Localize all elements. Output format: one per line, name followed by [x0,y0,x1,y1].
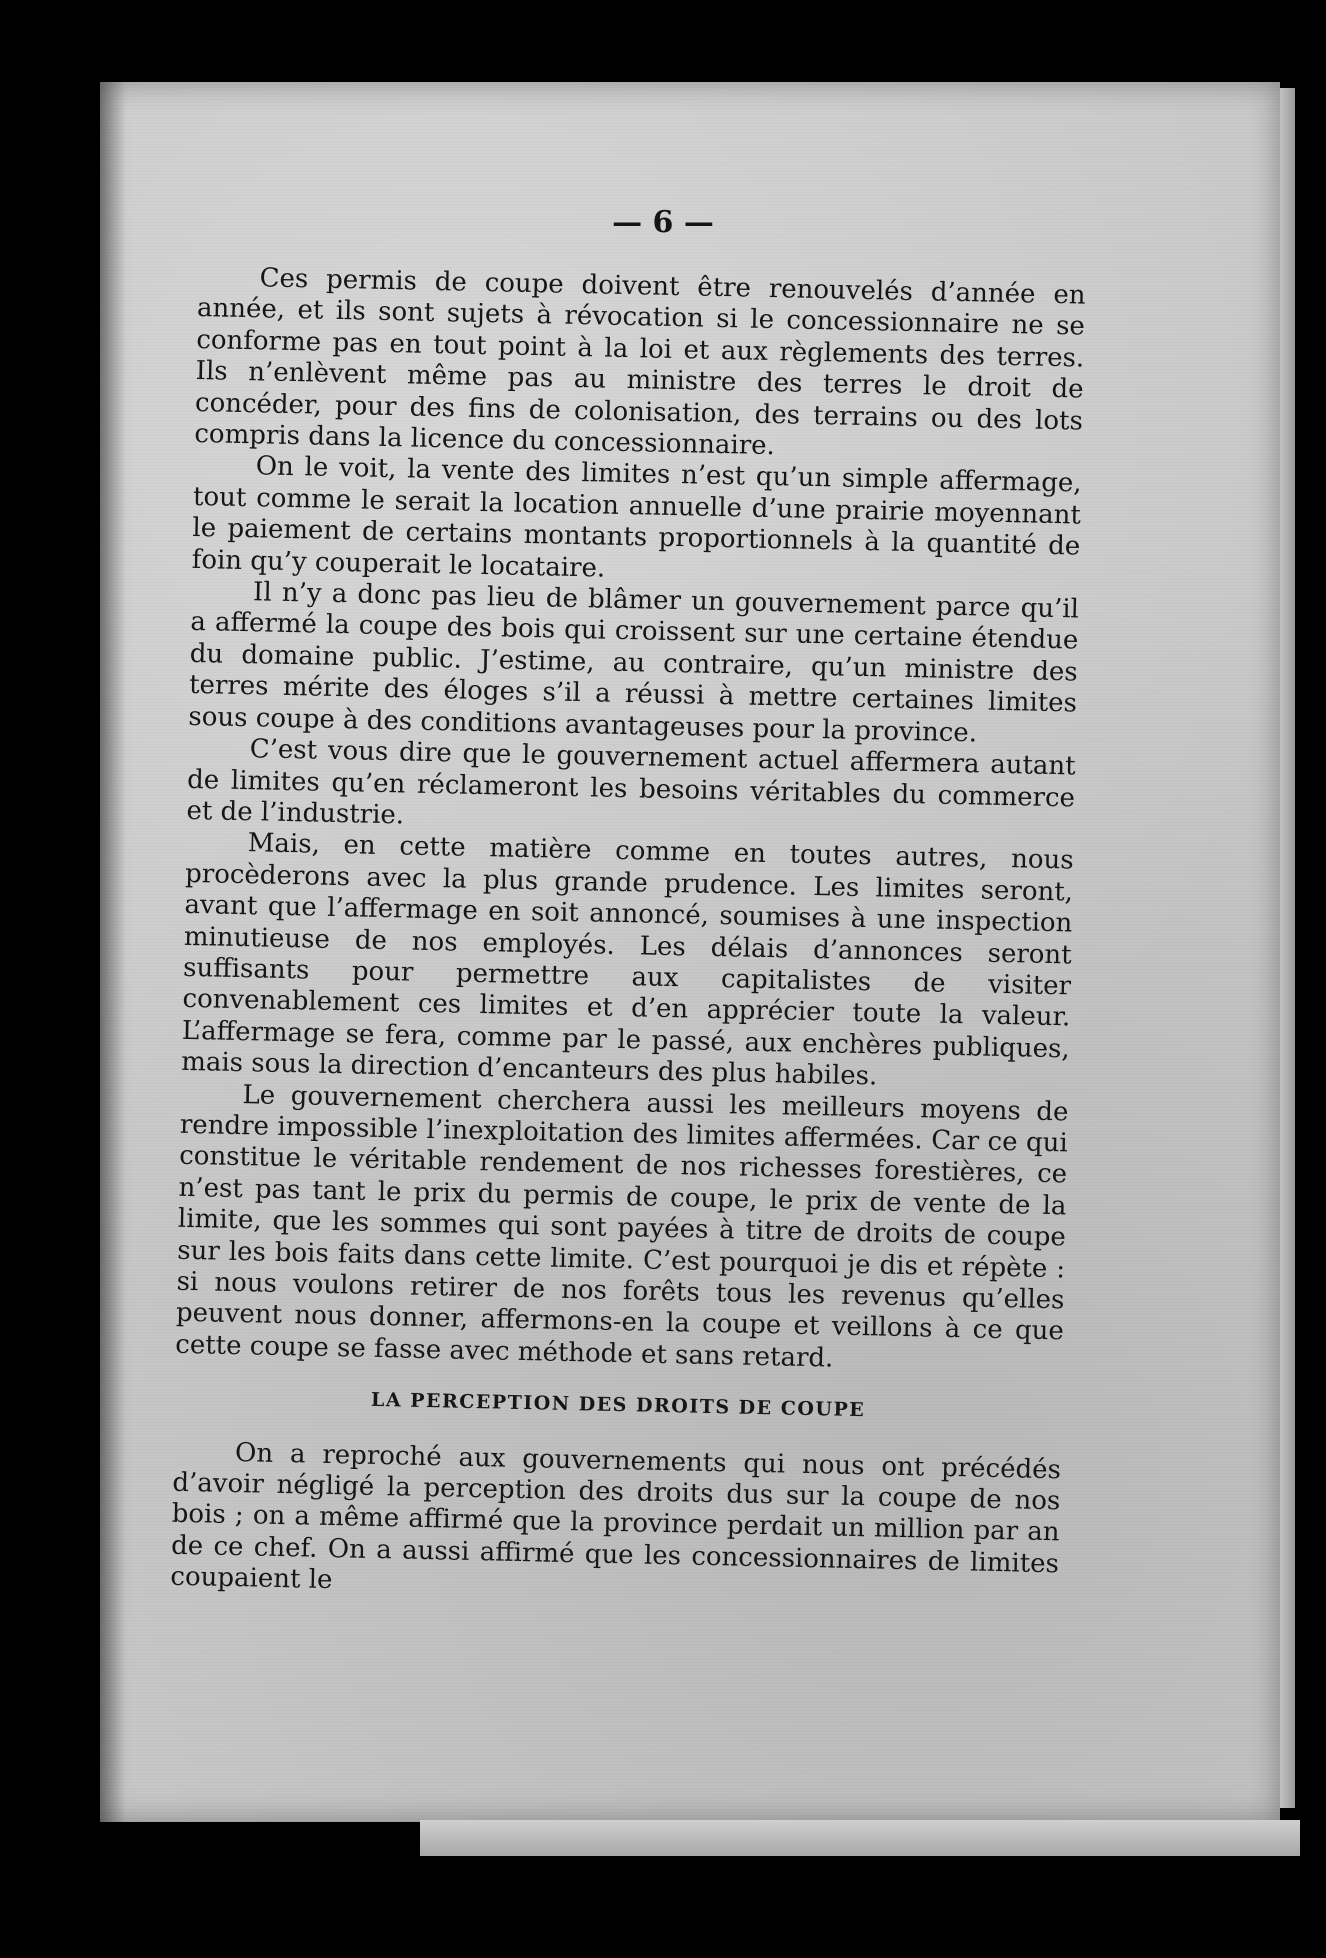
page-shadow [100,82,126,1822]
paragraph-6: Le gouvernement cherchera aussi les meilleurs moyens de rendre impossible l’inexploitation des limites affermées. Car ce qui constitue le véritable rendement de nos richesses forestières, ce n’est pas tant le prix du permis de coupe, le prix de vente de la limite, que les sommes qui sont payées à titre de droits de coupe sur les bois faits dans cette limite. C’est pourquoi je dis et répète : si nous voulons retirer de nos forêts tous les revenus qu’elles peuvent nous donner, affermons-en la coupe et veillons à ce que cette coupe se fasse avec méthode et sans retard. [175,1079,1069,1374]
page-number: — 6 — [612,205,714,240]
paragraph-5: Mais, en cette matière comme en toutes autres, nous procèderons avec la plus grande prudence. Les limites seront, avant que l’affermage en soit annoncé, soumises à une inspection minutieuse de nos employés. Les délais d’annonces seront suffisants pour permettre aux capitalistes de visiter convenablement ces limites et d’en apprécier toute la valeur. L’affermage se fera, comme par le passé, aux enchères publiques, mais sous la direction d’encanteurs des plus habiles. [180,828,1074,1092]
section-heading: LA PERCEPTION DES DROITS DE COUPE [370,1389,866,1422]
paragraph-4: C’est vous dire que le gouvernement actuel affermera autant de limites qu’en réclameront les besoins véritables du commerce et de l’industrie. [186,734,1076,831]
page-text-block [170,262,1086,1612]
paragraph-3: Il n’y a donc pas lieu de blâmer un gouvernement parce qu’il a affermé la coupe des bois qui croissent sur une certaine étendue du domaine public. J’estime, au contraire, qu’un ministre des terres mérite des éloges s’il a réussi à mettre certaines limites sous coupe à des conditions avantageuses pour la province. [188,577,1080,749]
paragraph-7: On a reproché aux gouvernements qui nous ont précédés d’avoir négligé la perception des droits dus sur la coupe de nos bois ; on a même affirmé que la province perdait un million par an de ce chef. On a aussi affirmé que les concessionnaires de limites coupaient le [170,1437,1062,1596]
paragraph-2: On le voit, la vente des limites n’est qu’un simple affermage, tout comme le serait la location annuelle d’une prairie moyennant le paiement de certains montants proportionnels à la quantité de foin qu’y couperait le locataire. [191,451,1082,584]
paragraph-1: Ces permis de coupe doivent être renouvelés d’année en année, et ils sont sujets à révocation si le concessionnaire ne se conforme pas en tout point à la loi et aux règlements des terres. Ils n’enlèvent même pas au ministre des terres le droit de concéder, pour des fins de colonisation, des terrains ou des lots compris dans la licence du concessionnaire. [194,263,1086,462]
page-bottom-strip [420,1820,1300,1856]
